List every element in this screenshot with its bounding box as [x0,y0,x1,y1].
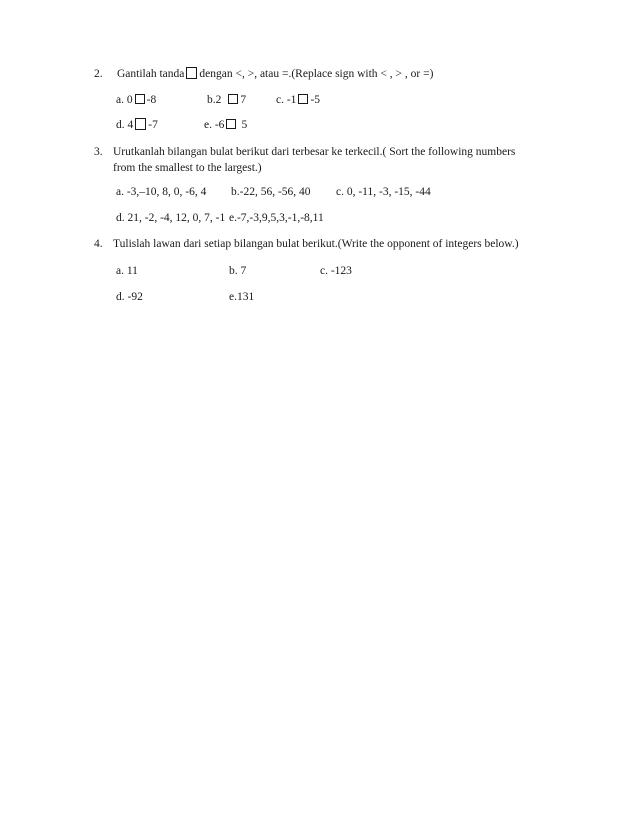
question-2-item-e [204,118,247,132]
answer-box [226,119,236,129]
question-4-item-e: e.131 [229,291,255,303]
question-4-item-b: b. 7 [229,265,247,277]
answer-box [186,67,197,79]
question-4-item-c: c. -123 [320,265,352,277]
question-3-item-a: a. -3,–10, 8, 0, -6, 4 [116,186,207,198]
question-3-item-d: d. 21, -2, -4, 12, 0, 7, -1 [116,212,226,224]
question-4-item-a: a. 11 [116,265,138,277]
question-3-item-b: b.-22, 56, -56, 40 [231,186,311,198]
answer-box [298,94,308,104]
answer-box [135,94,145,104]
question-2-intro-part1: Gantilah tanda [117,68,185,80]
question-3-text-line2: from the smallest to the largest.) [113,162,262,174]
item-d-left: d. 4 [116,119,134,131]
item-e-left: e. -6 [204,119,225,131]
question-3-item-c: c. 0, -11, -3, -15, -44 [336,186,431,198]
question-2-item-d [116,118,158,132]
question-4-text: Tulislah lawan dari setiap bilangan bulat berikut.(Write the opponent of integers below.) [113,238,519,250]
item-d-right: -7 [148,119,158,131]
item-c-right: -5 [310,94,321,106]
item-c-left: c. -1 [276,94,297,106]
question-2-intro-part2: dengan <, >, atau =.(Replace sign with < , > , or =) [199,68,434,80]
question-2-item-b [207,93,246,107]
question-4-number: 4. [94,238,103,250]
question-2-item-c [276,93,320,107]
question-4-item-d: d. -92 [116,291,143,303]
question-2-item-a [116,93,156,107]
answer-box [228,94,238,104]
question-3-text-line1: Urutkanlah bilangan bulat berikut dari terbesar ke terkecil.( Sort the following numbers [113,146,516,158]
item-b-right: 7 [240,94,247,106]
answer-box [135,118,146,130]
item-b-left: b.2 [207,94,222,106]
question-2-text [117,67,433,81]
item-a-left: a. 0 [116,94,133,106]
question-3-item-e: e.-7,-3,9,5,3,-1,-8,11 [229,212,324,224]
item-a-right: -8 [146,94,157,106]
question-3-number: 3. [94,146,103,158]
item-e-right: 5 [241,119,248,131]
question-2-number: 2. [94,68,103,80]
